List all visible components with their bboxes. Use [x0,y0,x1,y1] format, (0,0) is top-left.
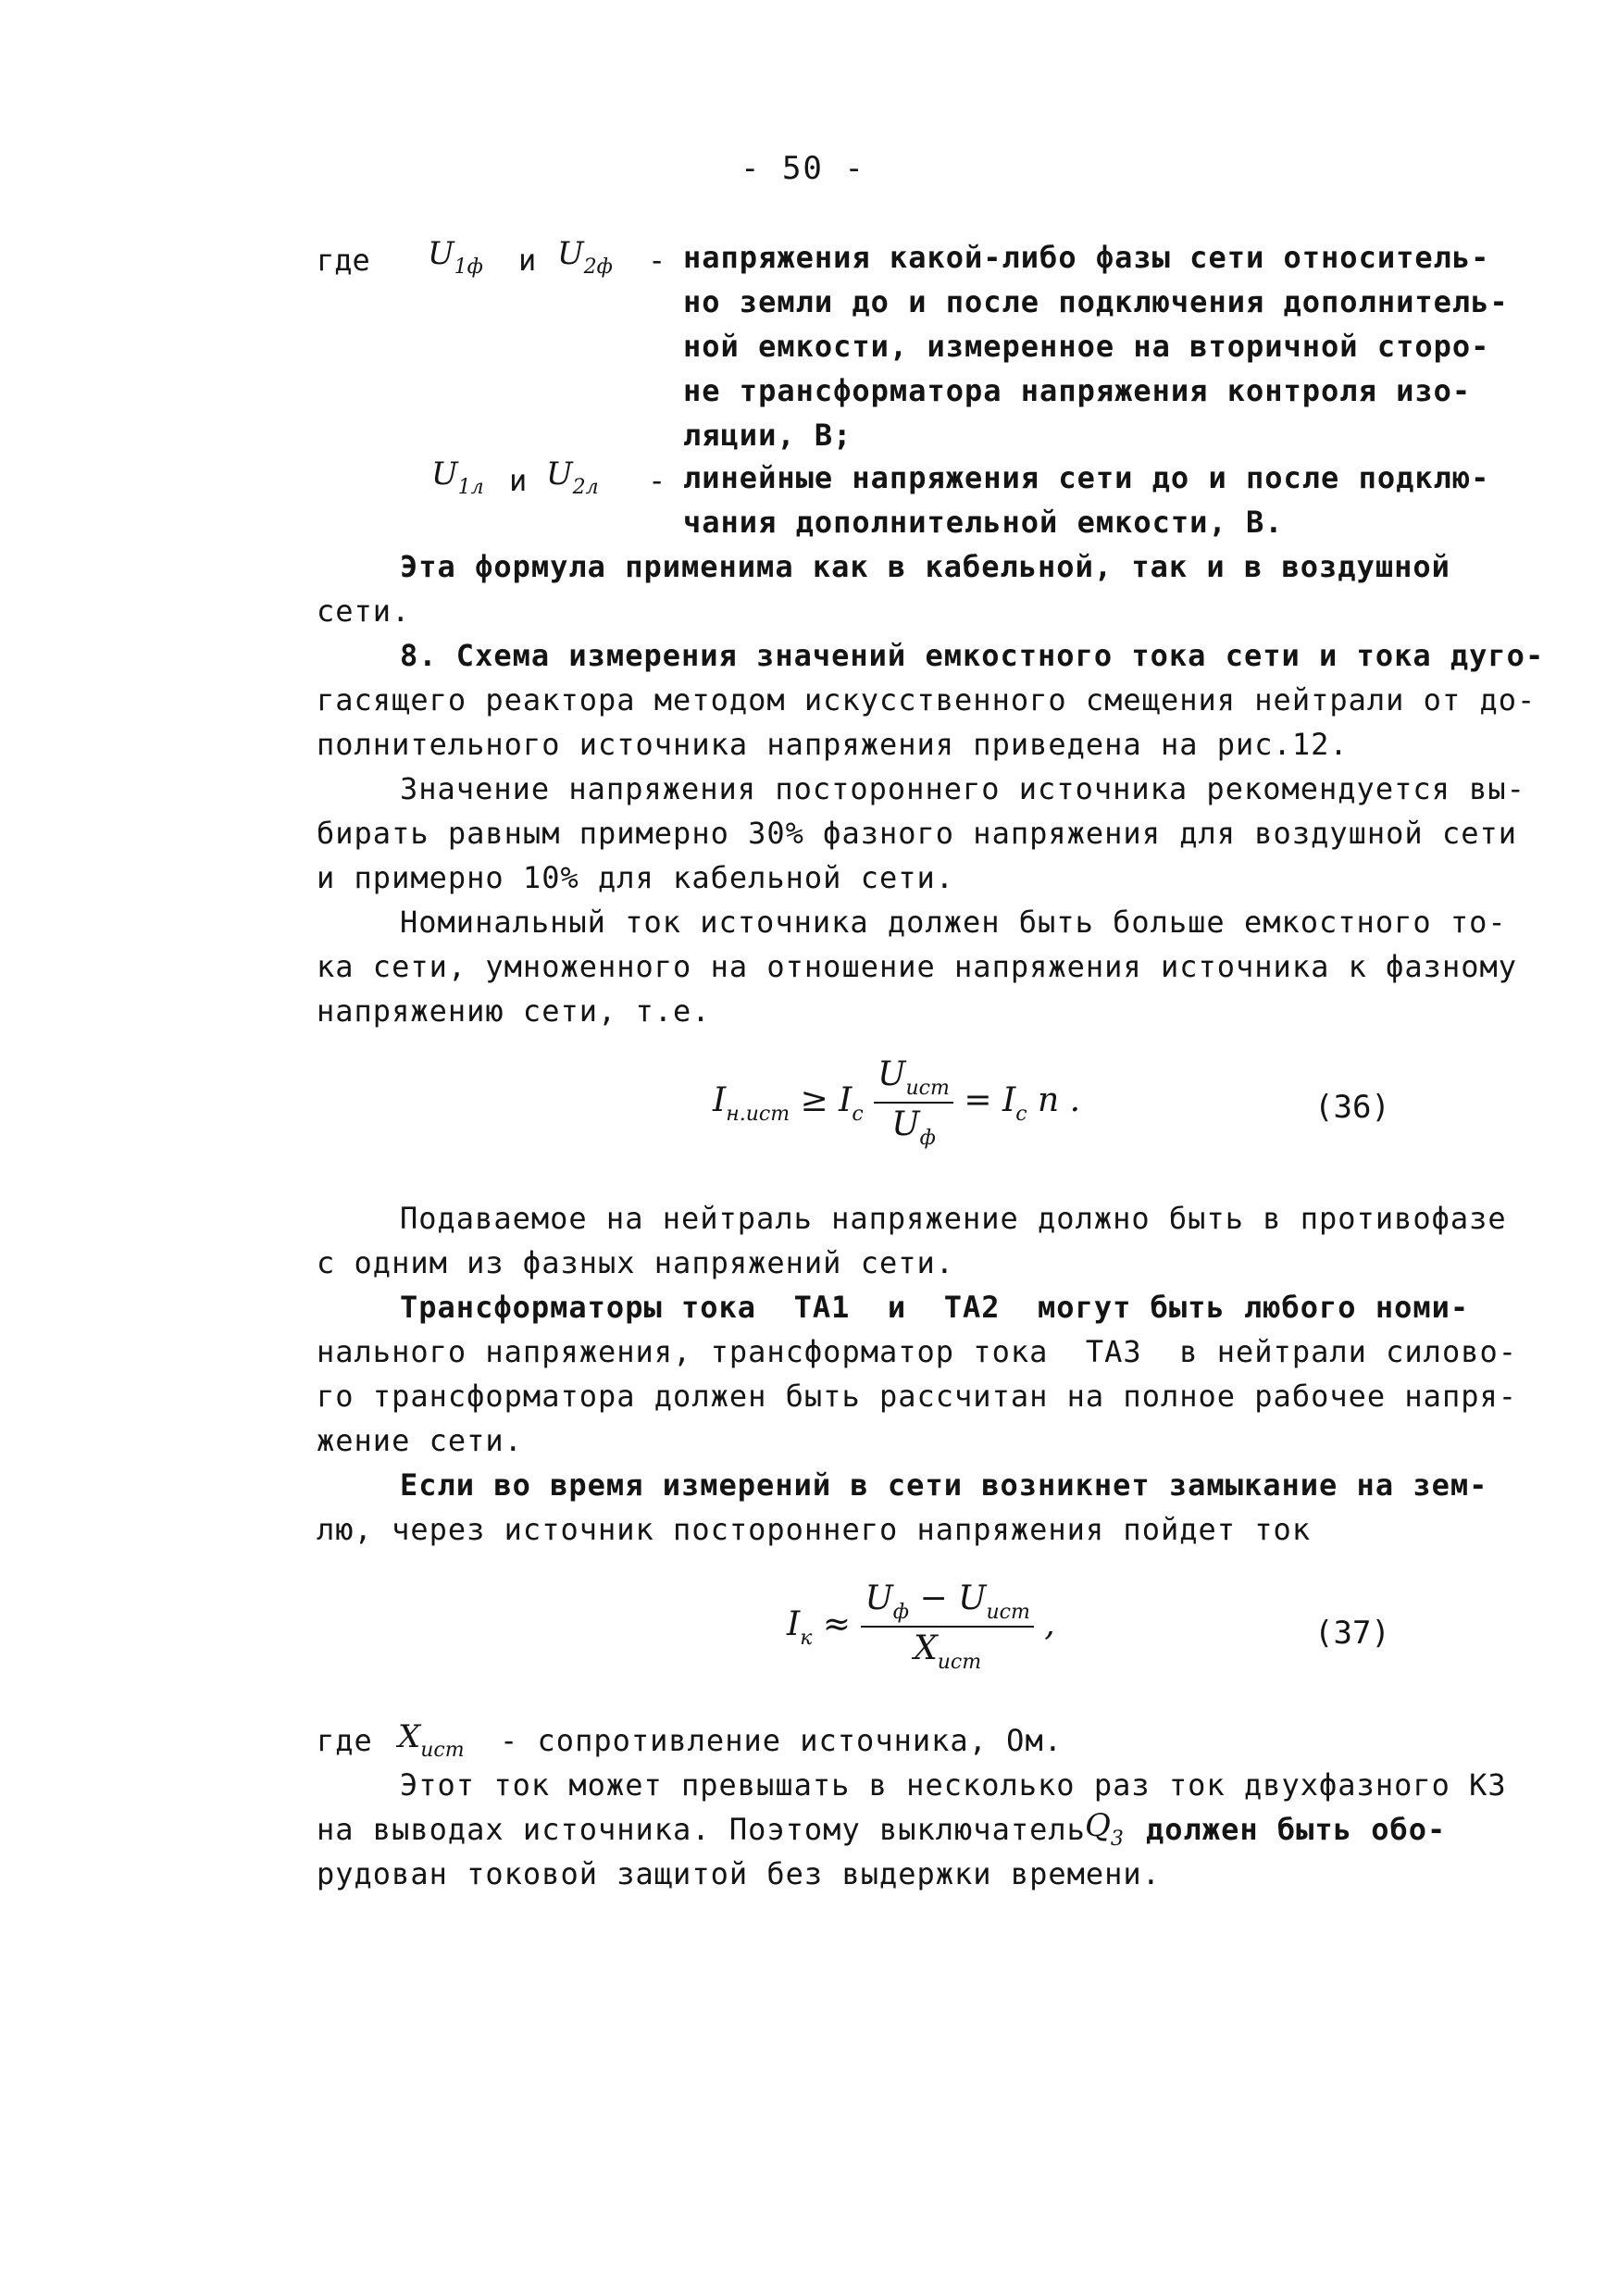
p1-line-1: Эта формула применима как в кабельной, так и в воздушной [400,549,1450,584]
p5-line-2: с одним из фазных напряжений сети. [317,1245,955,1280]
dash-2: - [648,463,666,498]
conj-2: и [509,463,528,498]
def1-line-1: напряжения какой-либо фазы сети относитель- [683,240,1490,275]
page-number: - 50 - [741,150,865,187]
gde-label: где [317,243,370,278]
equation-number-36: (36) [1314,1089,1390,1126]
p7-line-1: Если во время измерений в сети возникнет замыкание на зем- [400,1467,1488,1503]
dash-1: - [648,243,666,278]
term-u1f: $U_{1ф}$ [428,235,483,279]
p9-line-3: рудован токовой защитой без выдержки времени. [317,1856,1161,1891]
def1-line-4: не трансформатора напряжения контроля изо- [683,373,1472,408]
term-xist: $X_{ист}$ [398,1718,465,1762]
p2-line-2: гасящего реактора методом искусственного смещения нейтрали от до- [317,682,1537,718]
term-q3: $Q_3$ [1085,1807,1124,1851]
p2-line-1: 8. Схема измерения значений емкостного тока сети и тока дуго- [400,638,1545,673]
p9-line-1: Этот ток может превышать в несколько раз ток двухфазного КЗ [400,1767,1507,1803]
def1-line-5: ляции, В; [683,418,853,453]
p5-line-1: Подаваемое на нейтраль напряжение должно быть в противофазе [400,1201,1507,1236]
term-u1l: $U_{1л}$ [431,455,484,499]
p4-line-1: Номинальный ток источника должен быть больше емкостного то- [400,905,1507,940]
p2-line-3: полнительного источника напряжения приведена на рис.12. [317,727,1349,762]
equation-number-37: (37) [1314,1615,1390,1652]
fraction-37: $\frac{U_ф - U_{ист}}{X_{ист}}$ [861,1579,1033,1674]
def2-line-2: чания дополнительной емкости, В. [683,505,1284,540]
p4-line-2: ка сети, умноженного на отношение напряжения источника к фазному [317,949,1517,984]
conj-1: и [518,243,537,278]
p4-line-3: напряжению сети, т.е. [317,993,711,1029]
formula-37: $I_к$ ≈ $\frac{U_ф - U_{ист}}{X_{ист}}$ , [787,1579,1055,1674]
p8-rest: - сопротивление источника, Ом. [500,1723,1063,1758]
def2-line-1: линейные напряжения сети до и после подклю- [683,460,1490,495]
p3-line-3: и примерно 10% для кабельной сети. [317,860,955,895]
p1-line-2: сети. [317,593,411,629]
term-u2l: $U_{2л}$ [546,455,599,499]
p6-line-1: Трансформаторы тока ТА1 и ТА2 могут быть любого номи- [400,1290,1470,1325]
p9-line-2b: должен быть обо- [1146,1812,1447,1847]
p3-line-1: Значение напряжения постороннего источника рекомендуется вы- [400,771,1525,806]
p9-line-2a: на выводах источника. Поэтому выключатель [317,1812,1086,1847]
p6-line-2: нального напряжения, трансформатор тока ТА3 в нейтрали силово- [317,1334,1517,1369]
p6-line-3: го трансформатора должен быть рассчитан на полное рабочее напря- [317,1379,1517,1414]
def1-line-3: ной емкости, измеренное на вторичной сторо- [683,329,1490,364]
p3-line-2: бирать равным примерно 30% фазного напряжения для воздушной сети [317,816,1517,851]
p8-gde: где [317,1723,373,1758]
p6-line-4: жение сети. [317,1423,523,1458]
def1-line-2: но земли до и после подключения дополнитель- [683,284,1509,319]
term-u2f: $U_{2ф}$ [557,235,613,279]
fraction-36: $\frac{U_{ист}}{U_ф}$ [874,1055,953,1150]
formula-36: $I_{н.ист} \ge I_c$ $\frac{U_{ист}}{U_ф}$ = $I_c$ n . [713,1055,1081,1150]
p7-line-2: лю, через источник постороннего напряжения пойдет ток [317,1512,1312,1547]
